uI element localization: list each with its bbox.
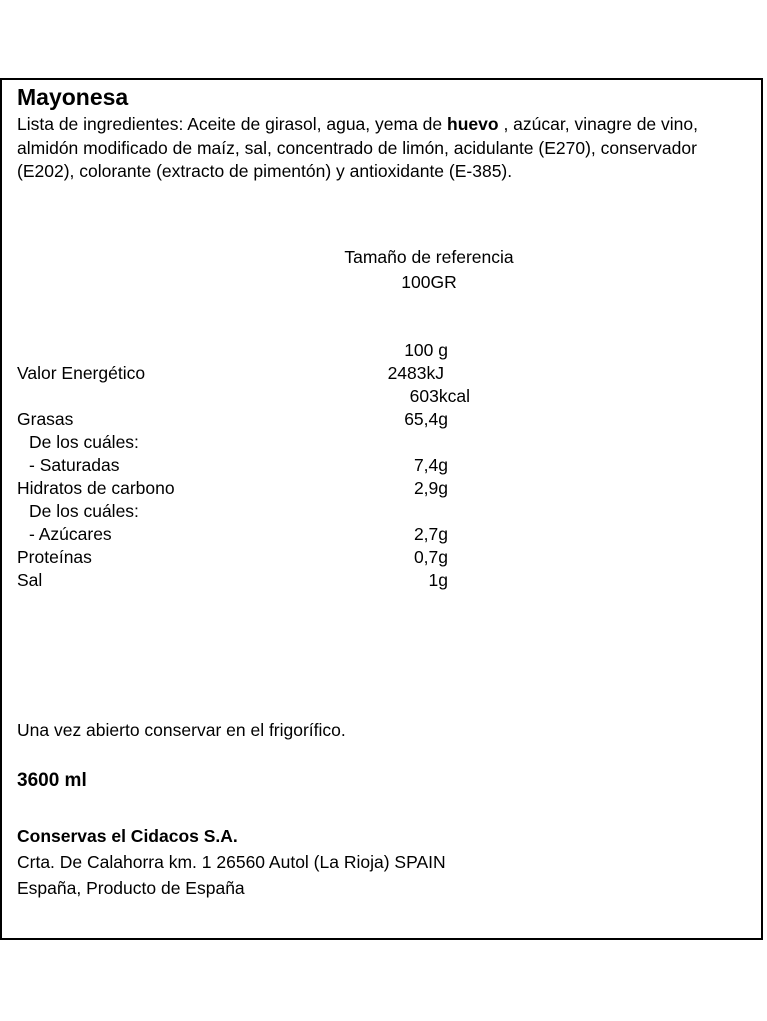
protein-value: 0,7g [413, 547, 448, 567]
column-header: 100 g [404, 340, 448, 360]
carbs-of-which-label: De los cuáles: [29, 501, 139, 521]
saturated-label: - Saturadas [29, 455, 120, 475]
carbs-label: Hidratos de carbono [17, 478, 175, 498]
allergen-highlight: huevo [447, 114, 499, 134]
salt-value: 1g [428, 570, 448, 590]
fat-value: 65,4g [404, 409, 448, 429]
energy-kcal-value: 603kcal [409, 386, 470, 406]
carbs-value: 2,9g [413, 478, 448, 498]
salt-label: Sal [17, 570, 43, 590]
net-volume: 3600 ml [17, 770, 87, 791]
protein-label: Proteínas [17, 547, 92, 567]
sugars-label: - Azúcares [29, 524, 112, 544]
ingredients-prefix: Lista de ingredientes: Aceite de girasol, agua, yema de [17, 114, 443, 134]
product-label [0, 78, 763, 940]
manufacturer-address: Crta. De Calahorra km. 1 26560 Autol (La Rioja) SPAIN [17, 852, 446, 872]
sugars-value: 2,7g [413, 524, 448, 544]
energy-label: Valor Energético [17, 363, 146, 383]
saturated-value: 7,4g [413, 455, 448, 475]
ingredients-list [17, 113, 752, 184]
reference-size-amount: 100GR [401, 272, 457, 292]
product-origin: España, Producto de España [17, 878, 245, 898]
storage-note: Una vez abierto conservar en el frigorífico. [17, 720, 346, 740]
fat-label: Grasas [17, 409, 74, 429]
energy-kj-value: 2483kJ [387, 363, 444, 383]
reference-size-label: Tamaño de referencia [344, 247, 514, 267]
fat-of-which-label: De los cuáles: [29, 432, 139, 452]
product-title: Mayonesa [17, 84, 129, 110]
manufacturer-name: Conservas el Cidacos S.A. [17, 826, 238, 846]
ingredients-suffix: , azúcar, vinagre de vino, almidón modificado de maíz, sal, concentrado de limón, acidulante (E270), conservador (E202), colorante (extracto de pimentón) y antioxidante (E-385). [17, 114, 698, 181]
